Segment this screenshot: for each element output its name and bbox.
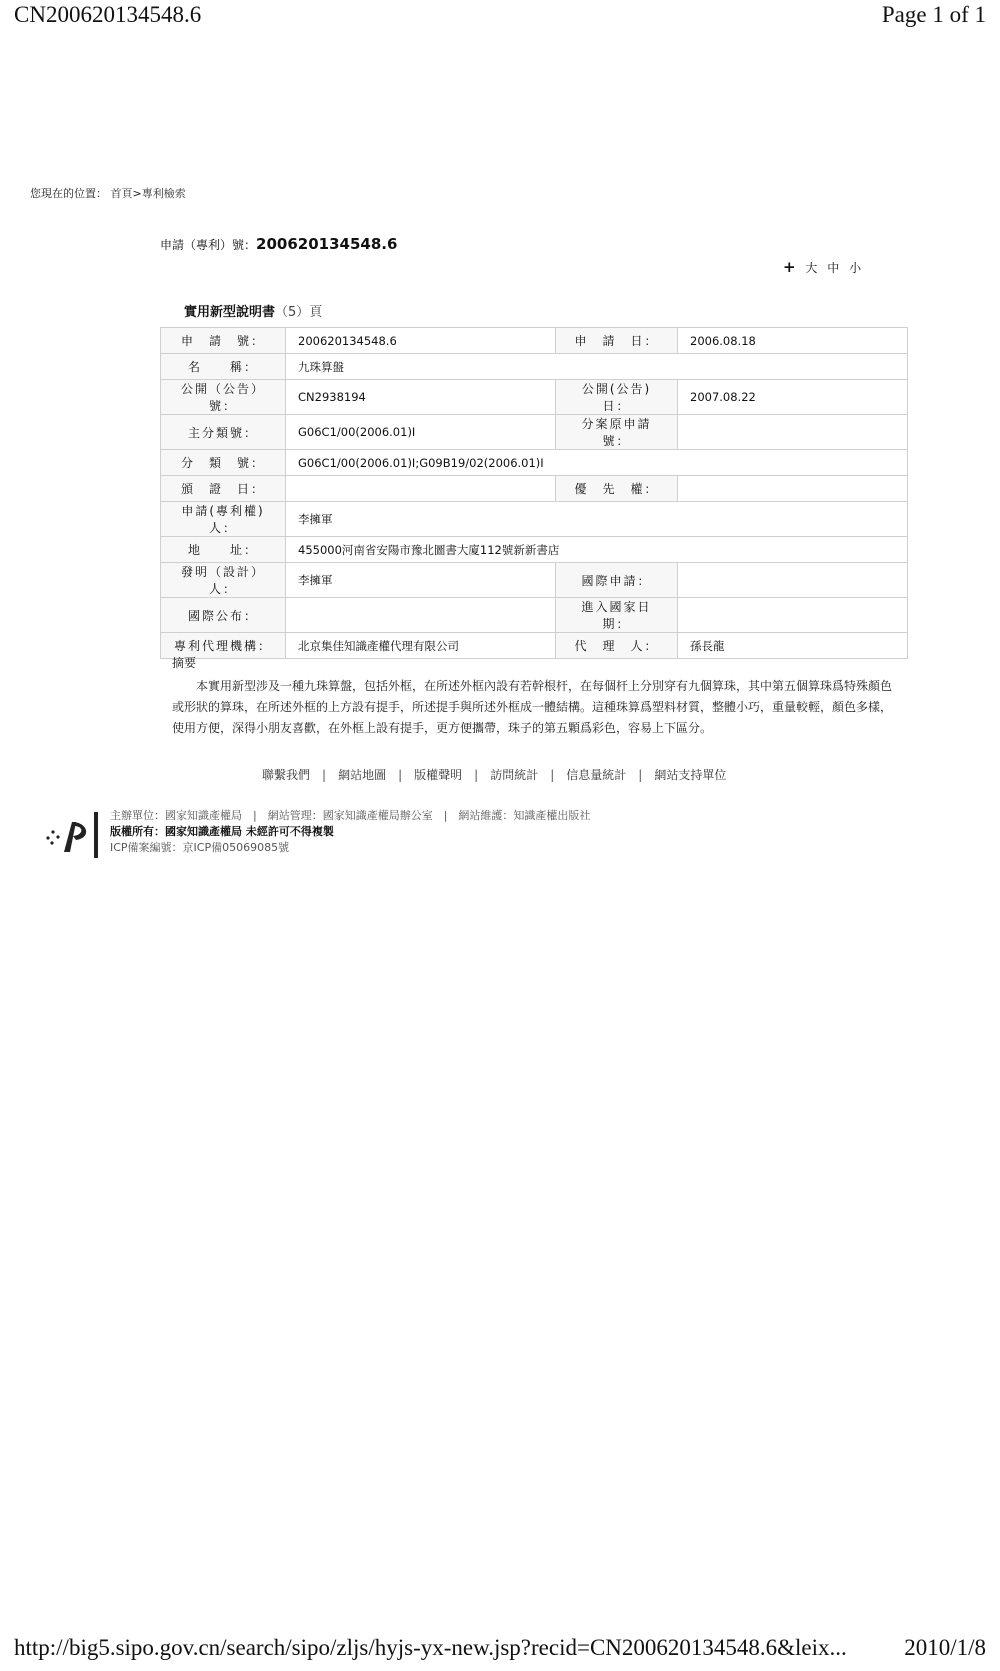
- biblio-label: 進入國家日期：: [556, 598, 678, 633]
- breadcrumb-sep: >: [132, 187, 142, 200]
- font-size-control: [783, 258, 867, 276]
- biblio-label: 主分類號：: [161, 415, 286, 450]
- breadcrumb: [30, 185, 186, 201]
- biblio-value: 北京集佳知識產權代理有限公司: [286, 633, 556, 659]
- biblio-row: [161, 598, 908, 633]
- spec-title: [184, 301, 322, 320]
- biblio-label: 公開(公告)日：: [556, 380, 678, 415]
- biblio-label: 申請(專利權)人：: [161, 502, 286, 537]
- application-number-line: [160, 235, 397, 253]
- biblio-label: 申 請 日：: [556, 328, 678, 354]
- spec-title-text: 實用新型說明書: [184, 305, 276, 320]
- biblio-row: [161, 563, 908, 598]
- font-large-button[interactable]: 大: [805, 261, 818, 275]
- biblio-value: 2007.08.22: [678, 380, 908, 415]
- biblio-label: 地 址：: [161, 537, 286, 563]
- copyright-value: 國家知識產權局 未經許可不得複製: [165, 825, 334, 838]
- biblio-label: 公開（公告）號：: [161, 380, 286, 415]
- footer-link[interactable]: 版權聲明: [414, 768, 463, 782]
- breadcrumb-home-link[interactable]: 首頁: [110, 187, 133, 200]
- footer-link-separator: |: [638, 768, 643, 782]
- logo-divider: [94, 812, 98, 858]
- footer-links: [262, 766, 726, 783]
- spec-title-pages[interactable]: （5）頁: [275, 305, 323, 320]
- print-date: 2010/1/8: [904, 1635, 986, 1660]
- footer-link[interactable]: 網站支持單位: [654, 768, 727, 782]
- biblio-row: [161, 633, 908, 659]
- biblio-value: [678, 563, 908, 598]
- footer-link-separator: |: [322, 768, 327, 782]
- biblio-label: 專利代理機構：: [161, 633, 286, 659]
- print-url: http://big5.sipo.gov.cn/search/sipo/zljs/hyjs-yx-new.jsp?recid=CN200620134548.6&leix...: [14, 1635, 847, 1660]
- abstract-title: 摘要: [172, 656, 197, 670]
- biblio-label: 分案原申請號：: [556, 415, 678, 450]
- biblio-label: 優 先 權：: [556, 476, 678, 502]
- biblio-value: [678, 598, 908, 633]
- biblio-value: 200620134548.6: [286, 328, 556, 354]
- footer-line-copyright: [110, 824, 590, 840]
- print-page-label: Page 1 of 1: [881, 2, 986, 27]
- font-small-button[interactable]: 小: [849, 261, 862, 275]
- print-footer: [14, 1635, 986, 1667]
- biblio-label: 分 類 號：: [161, 450, 286, 476]
- biblio-value: 455000河南省安陽市豫北圖書大廈112號新新書店: [286, 537, 908, 563]
- biblio-value: 李擁軍: [286, 502, 908, 537]
- footer-line-sponsor: 主辦單位：國家知識產權局 | 網站管理：國家知識產權局辦公室 | 網站維護：知識產權出版社: [110, 809, 591, 822]
- biblio-label: 代 理 人：: [556, 633, 678, 659]
- biblio-value: G06C1/00(2006.01)I: [286, 415, 556, 450]
- footer-link[interactable]: 訪問統計: [490, 768, 539, 782]
- biblio-row: [161, 450, 908, 476]
- print-doc-id: CN200620134548.6: [14, 2, 202, 27]
- footer-link-separator: |: [398, 768, 403, 782]
- biblio-label: 國際公布：: [161, 598, 286, 633]
- footer-link[interactable]: 信息量統計: [566, 768, 627, 782]
- biblio-label: 名 稱：: [161, 354, 286, 380]
- biblio-value: CN2938194: [286, 380, 556, 415]
- biblio-value: 2006.08.18: [678, 328, 908, 354]
- copyright-label: 版權所有：: [110, 825, 165, 838]
- breadcrumb-label: 您現在的位置：: [30, 187, 107, 200]
- biblio-value: 九珠算盤: [286, 354, 908, 380]
- footer-link-separator: |: [474, 768, 479, 782]
- biblio-label: 申 請 號：: [161, 328, 286, 354]
- biblio-row: [161, 415, 908, 450]
- plus-icon: +: [783, 258, 796, 276]
- abstract-text: 本實用新型涉及一種九珠算盤，包括外框，在所述外框內設有若幹根杆，在每個杆上分別穿有九個算珠，其中第五個算珠爲特殊顏色或形狀的算珠，在所述外框的上方設有提手，所述提手與所述外框成一體結構。這種珠算爲塑料材質，整體小巧，重量較輕，顏色多樣，使用方便，深得小朋友喜歡，在外框上設有提手，更方便攜帶，珠子的第五顆爲彩色，容易上下區分。: [172, 679, 893, 735]
- footer-link[interactable]: 聯繫我們: [262, 768, 311, 782]
- sipo-logo-icon: [42, 816, 98, 856]
- biblio-label: 發明（設計）人：: [161, 563, 286, 598]
- footer-line-icp: ICP備案編號：京ICP備05069085號: [110, 841, 290, 854]
- application-number-label: 申請（專利）號：: [160, 238, 257, 252]
- biblio-row: [161, 537, 908, 563]
- bibliographic-table: [160, 327, 908, 659]
- biblio-row: [161, 354, 908, 380]
- biblio-value: [286, 476, 556, 502]
- footer-link-separator: |: [550, 768, 555, 782]
- font-medium-button[interactable]: 中: [827, 261, 840, 275]
- biblio-row: [161, 328, 908, 354]
- biblio-value: [678, 415, 908, 450]
- biblio-value: G06C1/00(2006.01)I;G09B19/02(2006.01)I: [286, 450, 908, 476]
- breadcrumb-current: 專利檢索: [141, 187, 186, 200]
- biblio-value: [286, 598, 556, 633]
- biblio-row: [161, 380, 908, 415]
- biblio-row: [161, 476, 908, 502]
- footer-text: [110, 808, 590, 856]
- biblio-label: 國際申請：: [556, 563, 678, 598]
- application-number: 200620134548.6: [256, 235, 398, 253]
- biblio-value: 李擁軍: [286, 563, 556, 598]
- biblio-value: 孫長龍: [678, 633, 908, 659]
- biblio-label: 頒 證 日：: [161, 476, 286, 502]
- biblio-row: [161, 502, 908, 537]
- print-header: [14, 2, 986, 36]
- footer-link[interactable]: 網站地圖: [338, 768, 387, 782]
- biblio-value: [678, 476, 908, 502]
